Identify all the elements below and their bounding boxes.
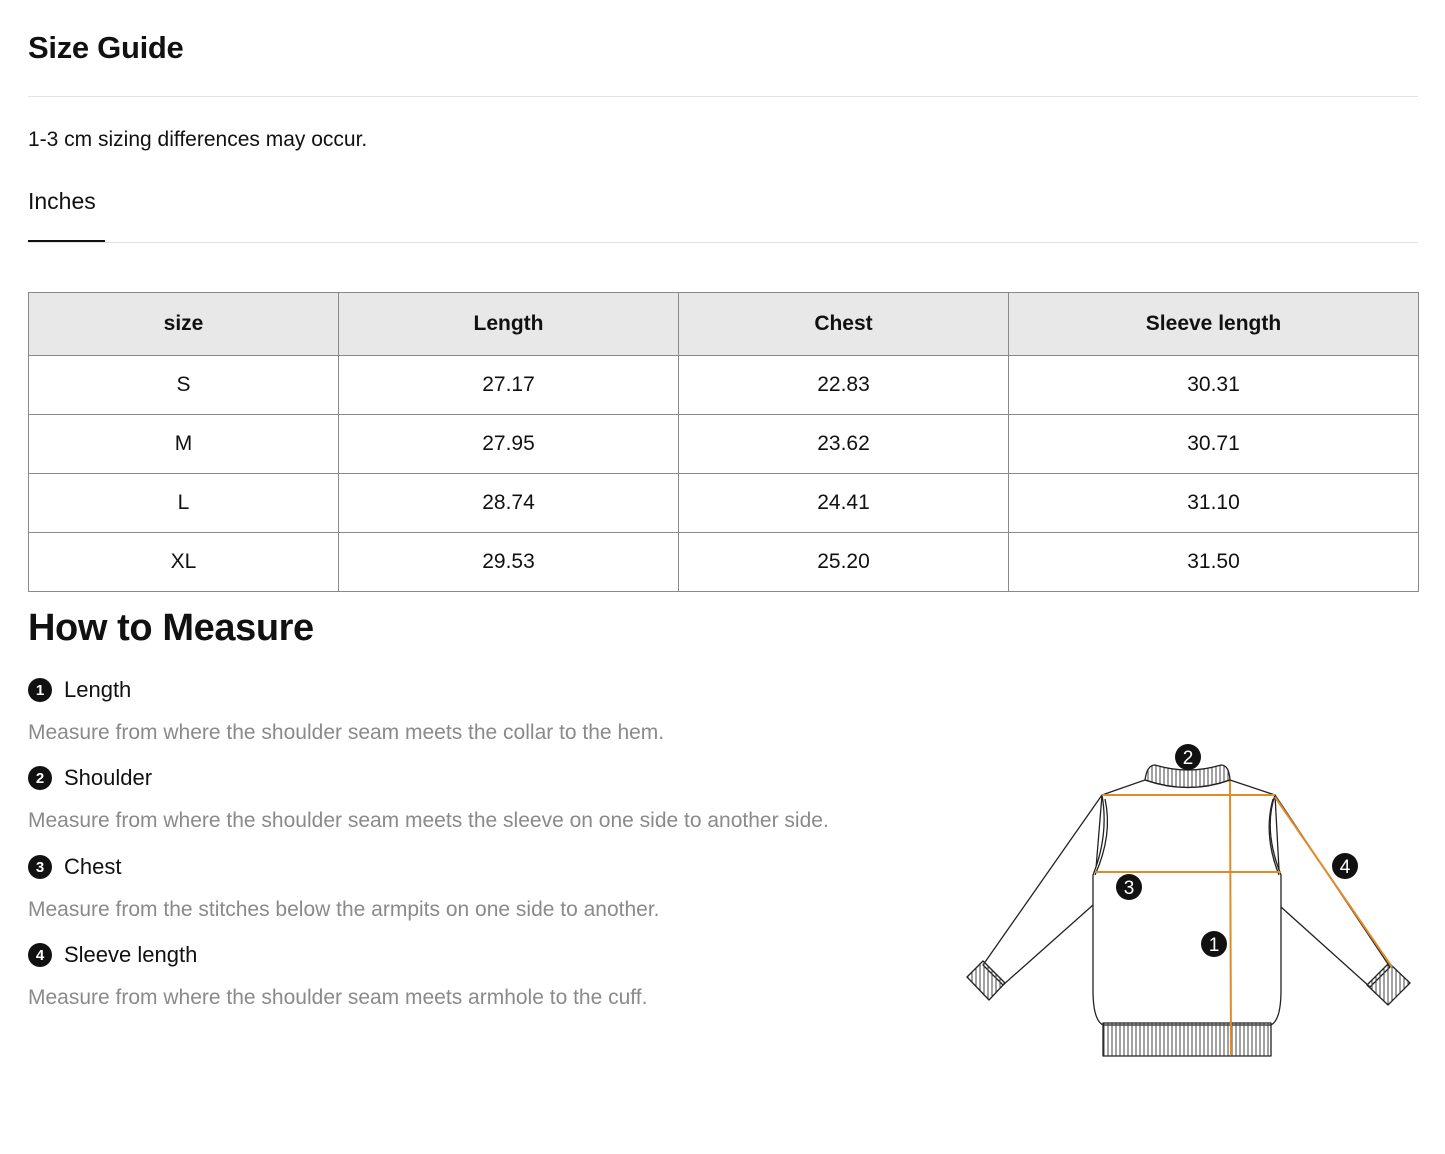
step-label: Shoulder <box>64 765 153 790</box>
measure-step-length <box>28 677 131 703</box>
table-cell: M <box>29 415 339 474</box>
step-number-badge: 1 <box>28 678 52 702</box>
measure-step-chest <box>28 854 121 880</box>
how-to-measure-title: How to Measure <box>28 607 314 649</box>
page-title: Size Guide <box>28 30 184 65</box>
measure-step-shoulder <box>28 765 152 791</box>
svg-text:1: 1 <box>1208 935 1220 956</box>
table-cell: 25.20 <box>679 533 1009 592</box>
size-table <box>28 292 1419 592</box>
step-label: Length <box>64 677 132 702</box>
column-header: size <box>29 293 339 356</box>
marker-4 <box>1332 853 1358 879</box>
svg-text:2: 2 <box>1182 748 1194 769</box>
sweater-diagram-icon <box>955 735 1425 1065</box>
step-number-badge: 4 <box>28 943 52 967</box>
step-description: Measure from where the shoulder seam meets the sleeve on one side to another side. <box>28 809 829 832</box>
table-row <box>29 533 1419 592</box>
table-cell: 22.83 <box>679 356 1009 415</box>
table-cell: S <box>29 356 339 415</box>
table-cell: 24.41 <box>679 474 1009 533</box>
table-cell: 28.74 <box>339 474 679 533</box>
table-cell: 29.53 <box>339 533 679 592</box>
column-header: Sleeve length <box>1009 293 1419 356</box>
column-header: Chest <box>679 293 1009 356</box>
svg-text:3: 3 <box>1123 878 1135 899</box>
step-description: Measure from where the shoulder seam meets armhole to the cuff. <box>28 986 648 1009</box>
table-row <box>29 474 1419 533</box>
tab-inches[interactable] <box>28 188 105 243</box>
svg-text:4: 4 <box>1339 857 1351 878</box>
table-cell: 27.17 <box>339 356 679 415</box>
table-cell: 27.95 <box>339 415 679 474</box>
table-cell: XL <box>29 533 339 592</box>
column-header: Length <box>339 293 679 356</box>
table-cell: 30.31 <box>1009 356 1419 415</box>
table-cell: 31.50 <box>1009 533 1419 592</box>
table-cell: L <box>29 474 339 533</box>
step-label: Sleeve length <box>64 942 198 967</box>
table-row <box>29 415 1419 474</box>
sizing-note: 1-3 cm sizing differences may occur. <box>28 128 368 151</box>
divider <box>28 96 1418 97</box>
tab-divider <box>28 242 1418 243</box>
tab-inches-label: Inches <box>28 188 96 214</box>
step-number-badge: 2 <box>28 766 52 790</box>
table-cell: 30.71 <box>1009 415 1419 474</box>
marker-2 <box>1175 744 1201 770</box>
step-description: Measure from where the shoulder seam meets the collar to the hem. <box>28 721 665 744</box>
table-cell: 23.62 <box>679 415 1009 474</box>
table-row <box>29 356 1419 415</box>
step-label: Chest <box>64 854 122 879</box>
step-number-badge: 3 <box>28 855 52 879</box>
table-header-row <box>29 293 1419 356</box>
marker-3 <box>1116 874 1142 900</box>
table-cell: 31.10 <box>1009 474 1419 533</box>
measure-step-sleeve-length <box>28 942 197 968</box>
marker-1 <box>1201 931 1227 957</box>
step-description: Measure from the stitches below the armpits on one side to another. <box>28 898 660 921</box>
